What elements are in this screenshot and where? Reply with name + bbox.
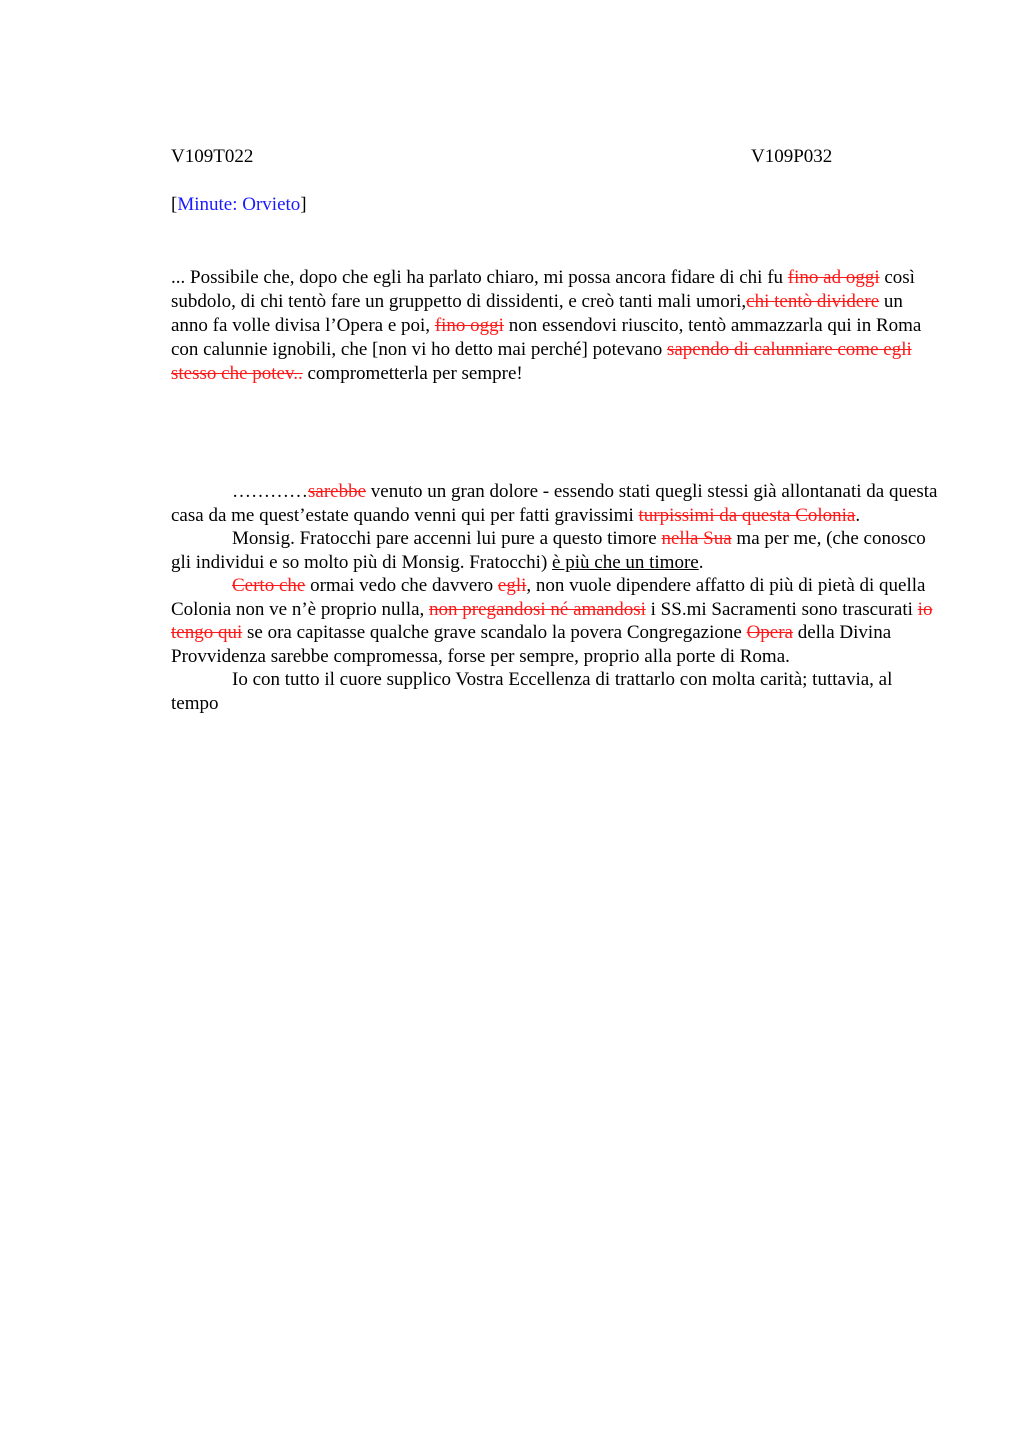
text-run: un anno fa volle divisa l’Opera e poi,: [171, 291, 903, 336]
deleted-text: fino ad oggi: [787, 267, 880, 288]
text-run: .: [855, 504, 861, 526]
text-run: se ora capitasse qualche grave scandalo la povera Congregazione: [242, 622, 747, 643]
paragraph-2-1: [171, 480, 941, 527]
minute-bracket-open: [: [171, 194, 178, 215]
text-run: ma per me, (che conosco gli individui e so molto più di Monsig. Fratocchi): [171, 528, 926, 573]
deleted-text: egli: [497, 575, 527, 596]
deleted-text: sarebbe: [308, 481, 367, 502]
text-run: Io con tutto il cuore supplico Vostra Eccellenza di trattarlo con molta carità; tuttavia, al tempo: [171, 669, 893, 714]
deleted-text: Certo che: [232, 575, 306, 596]
text-run: , non vuole dipendere affatto di più di pietà di quella Colonia non ve n’è proprio nulla,: [171, 575, 926, 620]
deleted-text: non pregandosi né amandosi: [429, 598, 646, 620]
deleted-text: turpissimi da questa Colonia: [638, 504, 856, 526]
text-run: venuto un gran dolore - essendo stati quegli stessi già allontanati da questa casa da me quest’estate quando venni qui per fatti gravissimi: [171, 481, 938, 526]
text-run: così subdolo, di chi tentò fare un gruppetto di dissidenti, e creò tanti mali umori,: [171, 267, 915, 312]
text-run: i SS.mi Sacramenti sono trascurati: [645, 598, 918, 620]
document-code-left: V109T022: [171, 146, 254, 167]
text-run: non essendovi riuscito, tentò ammazzarla qui in Roma con calunnie ignobili, che [non vi ho detto mai perché] potevano: [171, 315, 922, 360]
paragraph-block-2: [171, 480, 941, 715]
text-run: .: [698, 551, 704, 573]
text-run: ... Possibile che, dopo che egli ha parlato chiaro, mi possa ancora fidare di chi fu: [171, 267, 788, 288]
paragraph-1: [171, 266, 941, 386]
deleted-text: chi tentò dividere: [746, 291, 880, 312]
text-run: comprometterla per sempre!: [302, 363, 523, 384]
text-run: …………: [232, 481, 308, 502]
text-run: ormai vedo che davvero: [305, 575, 498, 596]
paragraph-2-2: [171, 527, 941, 574]
deleted-text: io tengo qui: [171, 598, 933, 643]
text-run: della Divina Provvidenza sarebbe compromessa, forse per sempre, proprio alla porte di Roma.: [171, 622, 892, 667]
document-code-right: V109P032: [751, 146, 833, 167]
paragraph-2-3: [171, 574, 941, 668]
text-run: Monsig. Fratocchi pare accenni lui pure a questo timore: [232, 528, 662, 549]
underlined-text: è più che un timore: [552, 551, 699, 573]
minute-label: Minute: Orvieto: [177, 194, 301, 215]
deleted-text: fino oggi: [434, 315, 504, 336]
minute-note: [171, 194, 307, 216]
deleted-text: Opera: [746, 622, 793, 643]
deleted-text: sapendo di calunniare come egli stesso che potev..: [171, 339, 912, 384]
paragraph-2-4: [171, 668, 941, 715]
deleted-text: nella Sua: [661, 528, 732, 549]
minute-bracket-close: ]: [300, 194, 307, 215]
document-codes: [171, 146, 851, 170]
